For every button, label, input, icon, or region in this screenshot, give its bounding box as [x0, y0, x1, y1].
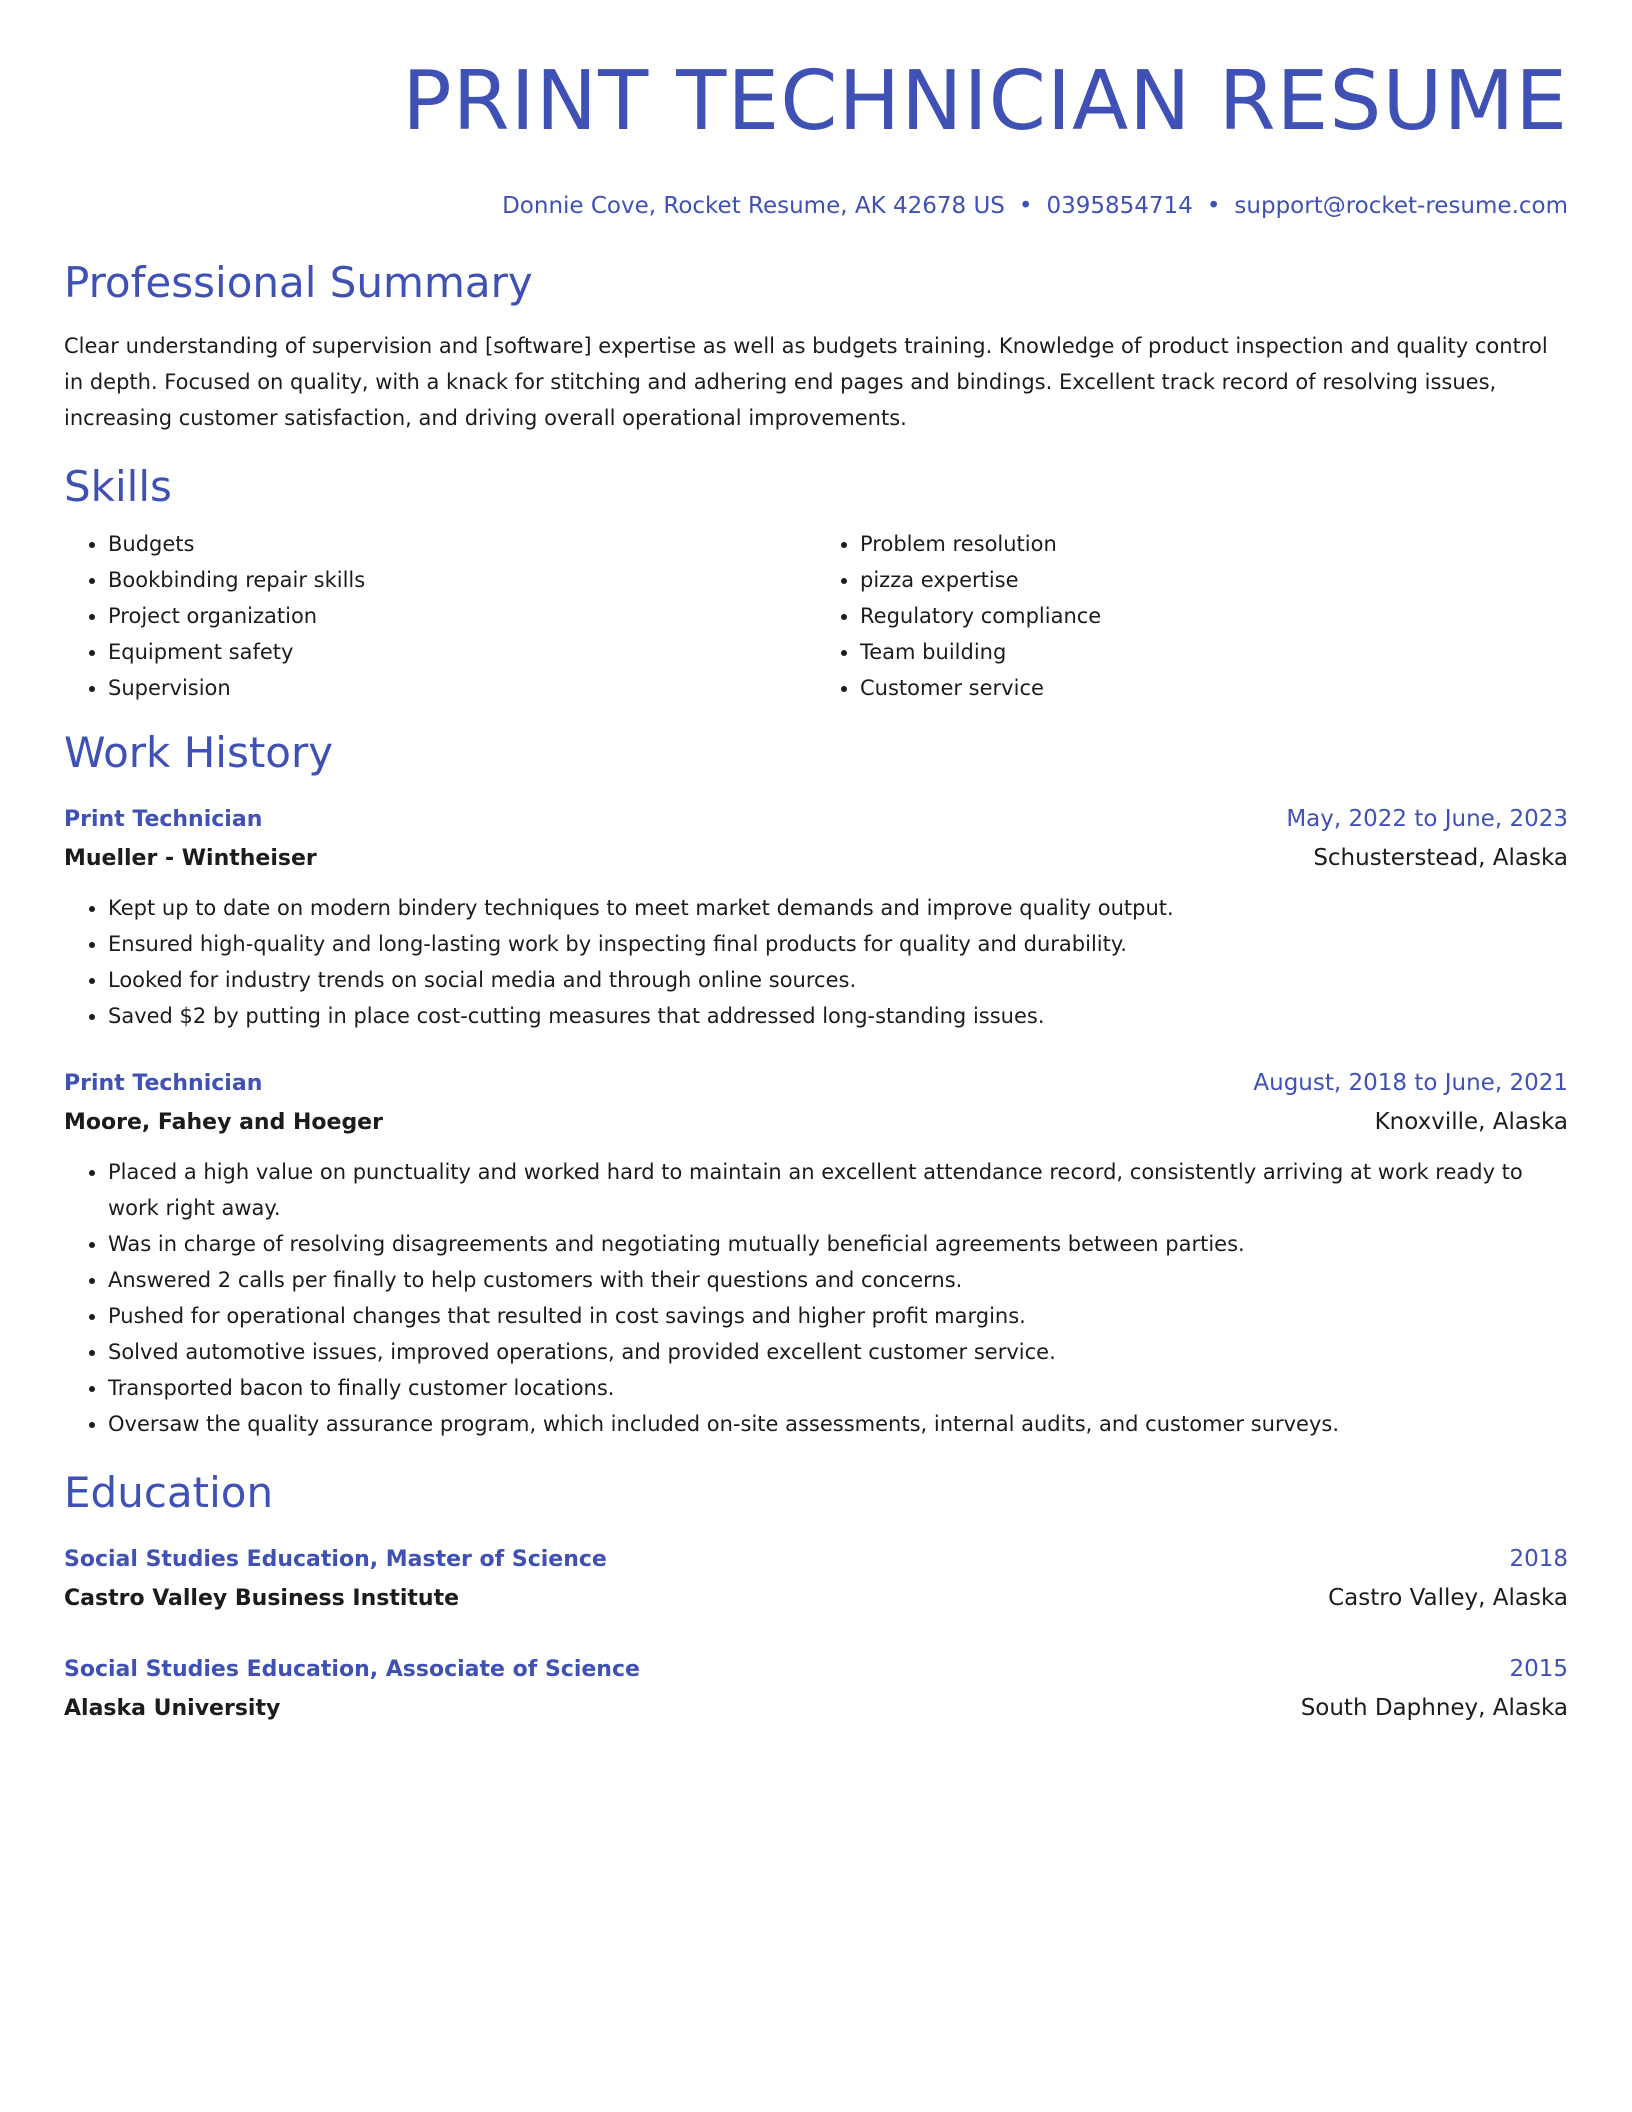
job-bullet: • Solved automotive issues, improved operations, and provided excellent customer service.: [108, 1334, 1568, 1370]
summary-heading: Professional Summary: [64, 258, 533, 307]
job-company: Mueller - Wintheiser: [64, 846, 317, 871]
skill-item: • Supervision: [108, 670, 816, 706]
job-company-row: [64, 1103, 1568, 1142]
contact-line: [64, 192, 1568, 220]
job-bullet: • Answered 2 calls per finally to help customers with their questions and concerns.: [108, 1262, 1568, 1298]
job-role: Print Technician: [64, 807, 263, 832]
resume-title: PRINT TECHNICIAN RESUME: [402, 54, 1568, 149]
skill-item: • Budgets: [108, 526, 816, 562]
skills-list-left: [64, 526, 816, 706]
education-school-row: [64, 1689, 1568, 1728]
education-entry: [64, 1540, 1568, 1618]
skills-heading: Skills: [64, 462, 172, 511]
job-company-row: [64, 839, 1568, 878]
education-location: Castro Valley, Alaska: [1328, 1585, 1568, 1611]
work-history-heading: Work History: [64, 728, 334, 777]
contact-phone: 0395854714: [1046, 193, 1193, 219]
education-heading: Education: [64, 1468, 274, 1517]
skill-item: • Equipment safety: [108, 634, 816, 670]
job-bullet: • Pushed for operational changes that resulted in cost savings and higher profit margins.: [108, 1298, 1568, 1334]
education-degree: Social Studies Education, Associate of Science: [64, 1657, 640, 1682]
education-header-row: [64, 1540, 1568, 1579]
job-bullet: • Transported bacon to finally customer locations.: [108, 1370, 1568, 1406]
job-header-row: [64, 800, 1568, 839]
education-school: Castro Valley Business Institute: [64, 1586, 460, 1611]
education-year: 2015: [1509, 1656, 1568, 1682]
summary-text: Clear understanding of supervision and [software] expertise as well as budgets training. Knowledge of product inspection and quality control in depth. Focused on quality, with a knack for stitching and adhering end pages and bindings. Excellent track record of resolving issues, increasing customer satisfaction, and driving overall operational improvements.: [64, 334, 1548, 430]
education-entry: [64, 1650, 1568, 1728]
job-dates: August, 2018 to June, 2021: [1253, 1070, 1568, 1096]
skill-item: • Problem resolution: [860, 526, 1568, 562]
job-bullet: • Saved $2 by putting in place cost-cutting measures that addressed long-standing issues.: [108, 998, 1568, 1034]
education-location: South Daphney, Alaska: [1300, 1695, 1568, 1721]
skill-item: • pizza expertise: [860, 562, 1568, 598]
job-header-row: [64, 1064, 1568, 1103]
skills-list-right: [816, 526, 1568, 706]
education-degree: Social Studies Education, Master of Science: [64, 1547, 607, 1572]
job-bullets: [64, 1154, 1568, 1442]
skill-item: • Bookbinding repair skills: [108, 562, 816, 598]
job-bullet: • Kept up to date on modern bindery techniques to meet market demands and improve quality output.: [108, 890, 1568, 926]
job-bullet: • Was in charge of resolving disagreements and negotiating mutually beneficial agreements between parties.: [108, 1226, 1568, 1262]
education-year: 2018: [1509, 1546, 1568, 1572]
skill-item: • Customer service: [860, 670, 1568, 706]
job-entry: [64, 1064, 1568, 1442]
skill-item: • Regulatory compliance: [860, 598, 1568, 634]
job-bullet: • Placed a high value on punctuality and worked hard to maintain an excellent attendance record, consistently arriving at work ready to work right away.: [108, 1154, 1568, 1226]
job-bullet: • Ensured high-quality and long-lasting work by inspecting final products for quality and durability.: [108, 926, 1568, 962]
job-role: Print Technician: [64, 1071, 263, 1096]
job-bullet: • Oversaw the quality assurance program, which included on-site assessments, internal audits, and customer surveys.: [108, 1406, 1568, 1442]
contact-email[interactable]: support@rocket-resume.com: [1234, 193, 1568, 219]
job-dates: May, 2022 to June, 2023: [1286, 806, 1568, 832]
education-header-row: [64, 1650, 1568, 1689]
job-entry: [64, 800, 1568, 1034]
education-school: Alaska University: [64, 1696, 281, 1721]
skills-grid: [64, 526, 1568, 706]
education-school-row: [64, 1579, 1568, 1618]
job-company: Moore, Fahey and Hoeger: [64, 1110, 383, 1135]
contact-separator: •: [1206, 193, 1221, 219]
skill-item: • Project organization: [108, 598, 816, 634]
contact-address: Donnie Cove, Rocket Resume, AK 42678 US: [502, 193, 1005, 219]
job-location: Knoxville, Alaska: [1374, 1109, 1568, 1135]
contact-separator: •: [1018, 193, 1033, 219]
skill-item: • Team building: [860, 634, 1568, 670]
job-bullets: [64, 890, 1568, 1034]
job-bullet: • Looked for industry trends on social media and through online sources.: [108, 962, 1568, 998]
job-location: Schusterstead, Alaska: [1313, 845, 1568, 871]
